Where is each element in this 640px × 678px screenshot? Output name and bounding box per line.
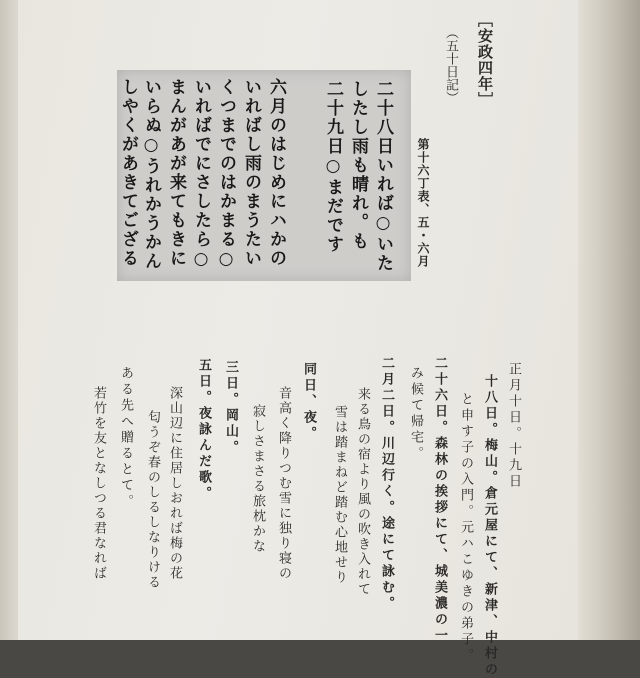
facsimile-column: したし雨も晴れ。も bbox=[348, 80, 368, 251]
facsimile-column: 六月のはじめにハかの bbox=[266, 78, 286, 268]
page-left-edge bbox=[0, 0, 18, 640]
poem-line: 深山辺に住居しおれば梅の花 bbox=[167, 386, 182, 581]
facsimile-column: 二十九日○まだです bbox=[323, 80, 343, 254]
diary-line: と申す子の入門。元ハこゆきの弟子。 bbox=[458, 392, 473, 664]
poem-line: 来る鳥の宿より風の吹き入れて bbox=[355, 387, 370, 597]
diary-line: ある先へ贈るとて。 bbox=[118, 366, 133, 510]
source-subheading: （五十日記） bbox=[443, 26, 458, 104]
diary-line: 五日。夜詠んだ歌。 bbox=[196, 358, 211, 502]
diary-line: み候て帰宅。 bbox=[408, 366, 423, 462]
diary-line: 同日、夜。 bbox=[301, 362, 316, 442]
diary-line: 二十六日。森林の挨拶にて、城美濃の一 bbox=[432, 356, 447, 644]
poem-line: 匂うぞ春のしるしなりける bbox=[145, 410, 160, 590]
facsimile-column: いらぬ○うれかうかん bbox=[141, 78, 161, 271]
figure-caption: 第十六丁表、五・六月 bbox=[416, 138, 430, 268]
facsimile-column: いればでにさしたら○ bbox=[191, 78, 211, 271]
facsimile-column: いればし雨のまうたい bbox=[241, 78, 261, 268]
poem-line: 雪は踏まねど踏む心地せり bbox=[332, 405, 347, 585]
facsimile-column: しやくがあきてござる bbox=[118, 78, 138, 268]
diary-line: 正月十日。十九日 bbox=[506, 362, 521, 490]
poem-line: 若竹を友となしつる君なれば bbox=[91, 386, 106, 581]
poem-line: 音高く降りつむ雪に独り寝の bbox=[276, 386, 291, 581]
diary-line: 二月二日。川辺行く。途にて詠む。 bbox=[379, 356, 394, 612]
diary-line: 三日。岡山。 bbox=[223, 360, 238, 456]
page-right-edge bbox=[578, 0, 640, 640]
manuscript-facsimile bbox=[117, 70, 411, 281]
facsimile-column: まんがあが来てもきに bbox=[166, 78, 186, 268]
diary-line: 十八日。梅山。倉元屋にて、新津、中村の bbox=[482, 374, 497, 678]
poem-line: 寂しさまさる旅枕かな bbox=[250, 404, 265, 554]
facsimile-column: くつまでのはかまる○ bbox=[216, 78, 236, 271]
year-heading: ［安政四年］ bbox=[476, 12, 494, 108]
facsimile-column: 二十八日いれば○いた bbox=[373, 80, 393, 273]
